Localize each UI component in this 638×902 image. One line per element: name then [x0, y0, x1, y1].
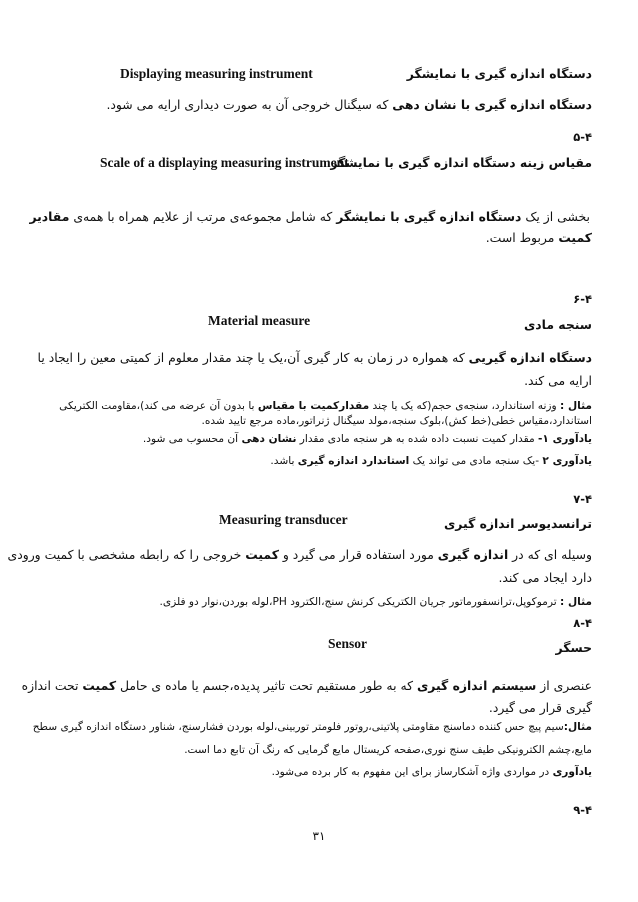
title-fa: سنجه مادی [523, 317, 592, 332]
term: کمیت [82, 678, 117, 693]
text: تحت اندازه [21, 678, 83, 693]
term: مقدارکمیت با مقیاس [257, 400, 370, 412]
term: سیستم اندازه گیری [416, 678, 537, 693]
text: عنصری از [536, 678, 592, 693]
text: ترموکوپل،ترانسفورماتور جریان الکتریکی کرنش سنج،الکترود PH،لوله بوردن،نوار دو فلزی. [159, 596, 561, 608]
text: که شامل مجموعه‌ی مرتب از علایم همراه با همه‌ی [69, 209, 337, 224]
section-title-sensor [46, 642, 592, 654]
definition-line-1 [37, 350, 592, 365]
section-number: ۸-۴ [573, 616, 592, 630]
example-line-2: استاندارد،مقیاس خطی(خط کش)،بلوک سنجه،مولد سیگنال ژنراتور،ماده مرجع تایید شده. [201, 415, 592, 427]
text: سیم پیچ حس کننده دماسنج مقاومتی پلاتینی،روتور فلومتر توربینی،لوله بوردن فشارسنج، شناور دستگاه اندازه گیری سطح [32, 721, 564, 733]
definition-line-1 [7, 547, 592, 562]
title-en-material-measure: Material measure [208, 313, 311, 328]
note-1 [46, 434, 592, 445]
note [46, 767, 592, 778]
text: مورد استفاده قرار می گیرد و [278, 547, 438, 562]
title-en-sensor: Sensor [328, 636, 368, 651]
section-number: ۵-۴ [573, 130, 592, 144]
text: وزنه استاندارد، سنجه‌ی حجم(که یک یا چند [369, 400, 561, 412]
note-label: یادآوری ۱- [538, 433, 592, 445]
text: وسیله ای که در [508, 547, 592, 562]
term: مقادیر [29, 209, 70, 224]
example-label: مثال : [560, 400, 592, 412]
text: آن محسوب می شود. [142, 433, 242, 445]
example-line-1 [32, 721, 592, 733]
definition-line-2: گیری قرار می گیرد. [488, 700, 592, 715]
text: که به طور مستقیم تحت تاثیر پدیده،جسم یا ماده ی حامل [116, 678, 417, 693]
note-2 [46, 456, 592, 467]
text: بخشی از یک [521, 209, 590, 224]
example-label: مثال: [563, 721, 592, 733]
page-number: ۳۱ [312, 829, 326, 843]
title-fa: مقیاس زینه دستگاه اندازه گیری با نمایشگر [330, 155, 592, 170]
note-label: یادآوری ۲ [542, 455, 592, 467]
definition-line-1 [21, 678, 592, 693]
example-line-2: مایع،چشم الکترونیکی طیف سنج نوری،صفحه کریستال مایع گرمایی که رنگ آن تابع دما است. [184, 744, 592, 756]
text: در مواردی واژه آشکارساز برای این مفهوم به کار برده می‌شود. [271, 766, 553, 778]
text: مربوط است. [485, 230, 559, 245]
section-title-material-measure [46, 319, 592, 331]
text: مقدار کمیت نسبت داده شده به هر سنجه مادی مقدار [296, 433, 539, 445]
term: کمیت [245, 547, 279, 562]
definition-line-2 [46, 232, 592, 244]
text: که همواره در زمان به کار گیری آن،یک یا چند مقدار معلوم از کمیتی معین را ایجاد یا [37, 350, 469, 365]
term: استاندارد اندازه گیری [297, 455, 410, 467]
text: خروجی را که رابطه مشخصی با کمیت ورودی [7, 547, 246, 562]
title-fa: ترانسدیوسر اندازه گیری [443, 516, 592, 531]
definition-text: که سیگنال خروجی آن به صورت دیداری ارایه می شود. [106, 97, 393, 112]
title-en-transducer: Measuring transducer [219, 512, 348, 527]
text: -یک سنجه مادی می تواند یک [409, 455, 543, 467]
example-line-1 [46, 401, 592, 412]
term: دستگاه اندازه گیری با نشان دهی [392, 97, 592, 112]
definition-displaying-instrument [46, 99, 592, 111]
example-label: مثال : [560, 596, 592, 608]
example [46, 597, 592, 608]
section-number: ۶-۴ [573, 292, 592, 306]
term: دستگاه اندازه گیری با نمایشگر [336, 209, 522, 224]
section-number: ۷-۴ [573, 492, 592, 506]
term: کمیت [558, 230, 592, 245]
title-en-scale: Scale of a displaying measuring instrument [100, 155, 349, 170]
definition-line-2: ارایه می کند. [524, 373, 592, 388]
term: دستگاه اندازه گیریی [468, 350, 592, 365]
term: اندازه گیری [437, 547, 509, 562]
term: نشان دهی [241, 433, 297, 445]
title-en-displaying-instrument: Displaying measuring instrument [120, 66, 313, 81]
text: با بدون آن عرضه می کند)،مقاومت الکتریکی [59, 400, 258, 412]
definition-line-1 [29, 209, 590, 224]
section-number: ۹-۴ [573, 803, 592, 817]
title-fa: دستگاه اندازه گیری با نمایشگر [406, 66, 592, 81]
text: باشد. [270, 455, 298, 467]
note-label: یادآوری [552, 766, 592, 778]
title-fa: حسگر [555, 640, 592, 655]
definition-line-2: دارد ایجاد می کند. [498, 570, 592, 585]
